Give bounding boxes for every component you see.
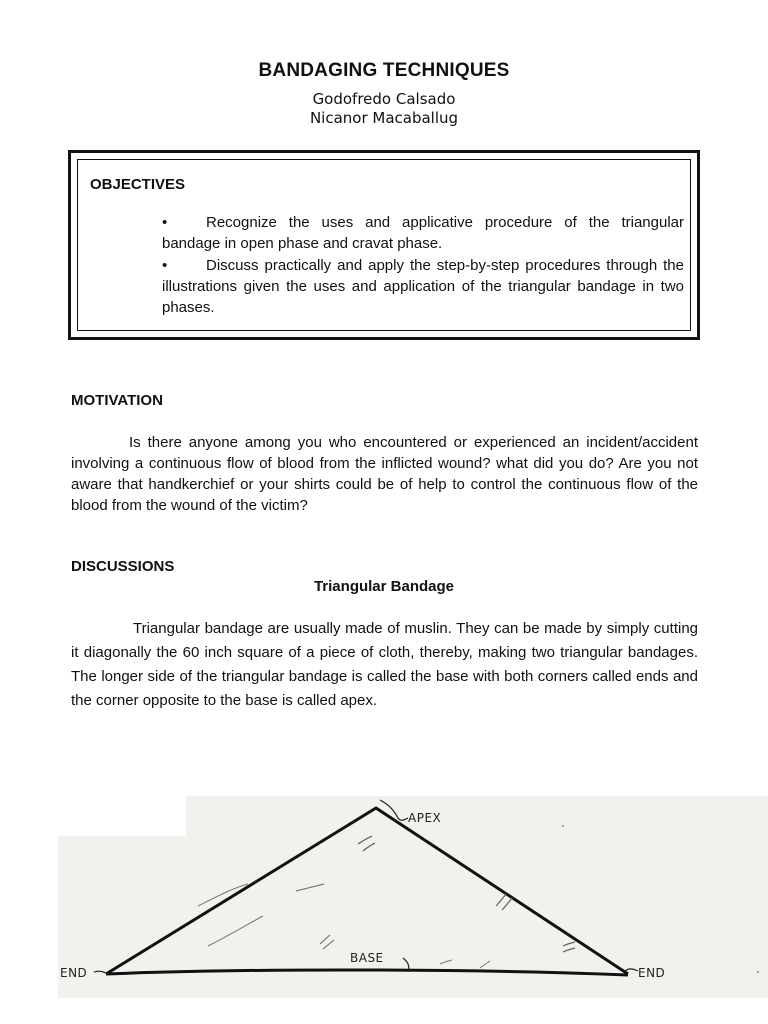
figure-white-patch bbox=[58, 796, 186, 836]
triangle-base-line bbox=[106, 970, 628, 975]
triangular-bandage-figure bbox=[58, 796, 768, 998]
end-label-left: END bbox=[60, 966, 88, 980]
end-label-right: END bbox=[638, 966, 666, 980]
fold-stroke bbox=[320, 935, 330, 944]
fold-stroke bbox=[440, 960, 452, 964]
fold-stroke bbox=[296, 884, 324, 891]
fold-stroke bbox=[323, 940, 334, 949]
objective-text: Recognize the uses and applicative procedure of the triangular bandage in open phase and cravat phase. bbox=[162, 214, 684, 252]
fold-stroke bbox=[563, 948, 575, 952]
fold-stroke bbox=[563, 942, 575, 946]
fold-stroke bbox=[208, 916, 263, 946]
fold-stroke bbox=[496, 894, 506, 906]
objectives-box-inner bbox=[77, 159, 691, 331]
author-name: Nicanor Macaballug bbox=[309, 109, 459, 127]
objective-item bbox=[162, 255, 684, 318]
author-name: Godofredo Calsado bbox=[312, 90, 456, 108]
fold-stroke bbox=[363, 843, 375, 851]
end-pointer-left bbox=[94, 971, 108, 974]
speck bbox=[562, 825, 564, 827]
fold-stroke bbox=[480, 961, 490, 968]
discussions-heading: DISCUSSIONS bbox=[71, 558, 175, 575]
bullet-icon: • bbox=[162, 214, 168, 231]
objective-item bbox=[162, 212, 684, 254]
triangular-bandage-subheading: Triangular Bandage bbox=[313, 578, 455, 595]
base-label: BASE bbox=[350, 951, 384, 965]
fold-stroke bbox=[502, 898, 512, 910]
apex-pointer bbox=[380, 800, 408, 820]
bullet-icon: • bbox=[162, 257, 168, 274]
fold-stroke bbox=[358, 836, 372, 844]
motivation-heading: MOTIVATION bbox=[71, 392, 163, 409]
objectives-heading: OBJECTIVES bbox=[90, 176, 186, 193]
discussion-paragraph: Triangular bandage are usually made of muslin. They can be made by simply cutting it diagonally the 60 inch square of a piece of cloth, thereby, making two triangular bandages. The longer side of the triangular bandage is called the base with both corners called ends and the corner opposite to the base is called apex. bbox=[71, 620, 698, 709]
motivation-paragraph: Is there anyone among you who encountered or experienced an incident/accident involving a continuous flow of blood from the inflicted wound? what did you do? Are you not aware that handkerchief or your shirts could be of help to control the continuous flow of the blood from the wound of the victim? bbox=[71, 434, 698, 514]
objective-text: Discuss practically and apply the step-by-step procedures through the illustrations given the uses and application of the triangular bandage in two phases. bbox=[162, 257, 684, 316]
apex-label: APEX bbox=[408, 811, 442, 825]
document-title: BANDAGING TECHNIQUES bbox=[258, 60, 510, 81]
speck bbox=[757, 971, 759, 973]
objectives-list bbox=[162, 212, 684, 319]
objectives-box bbox=[68, 150, 700, 340]
